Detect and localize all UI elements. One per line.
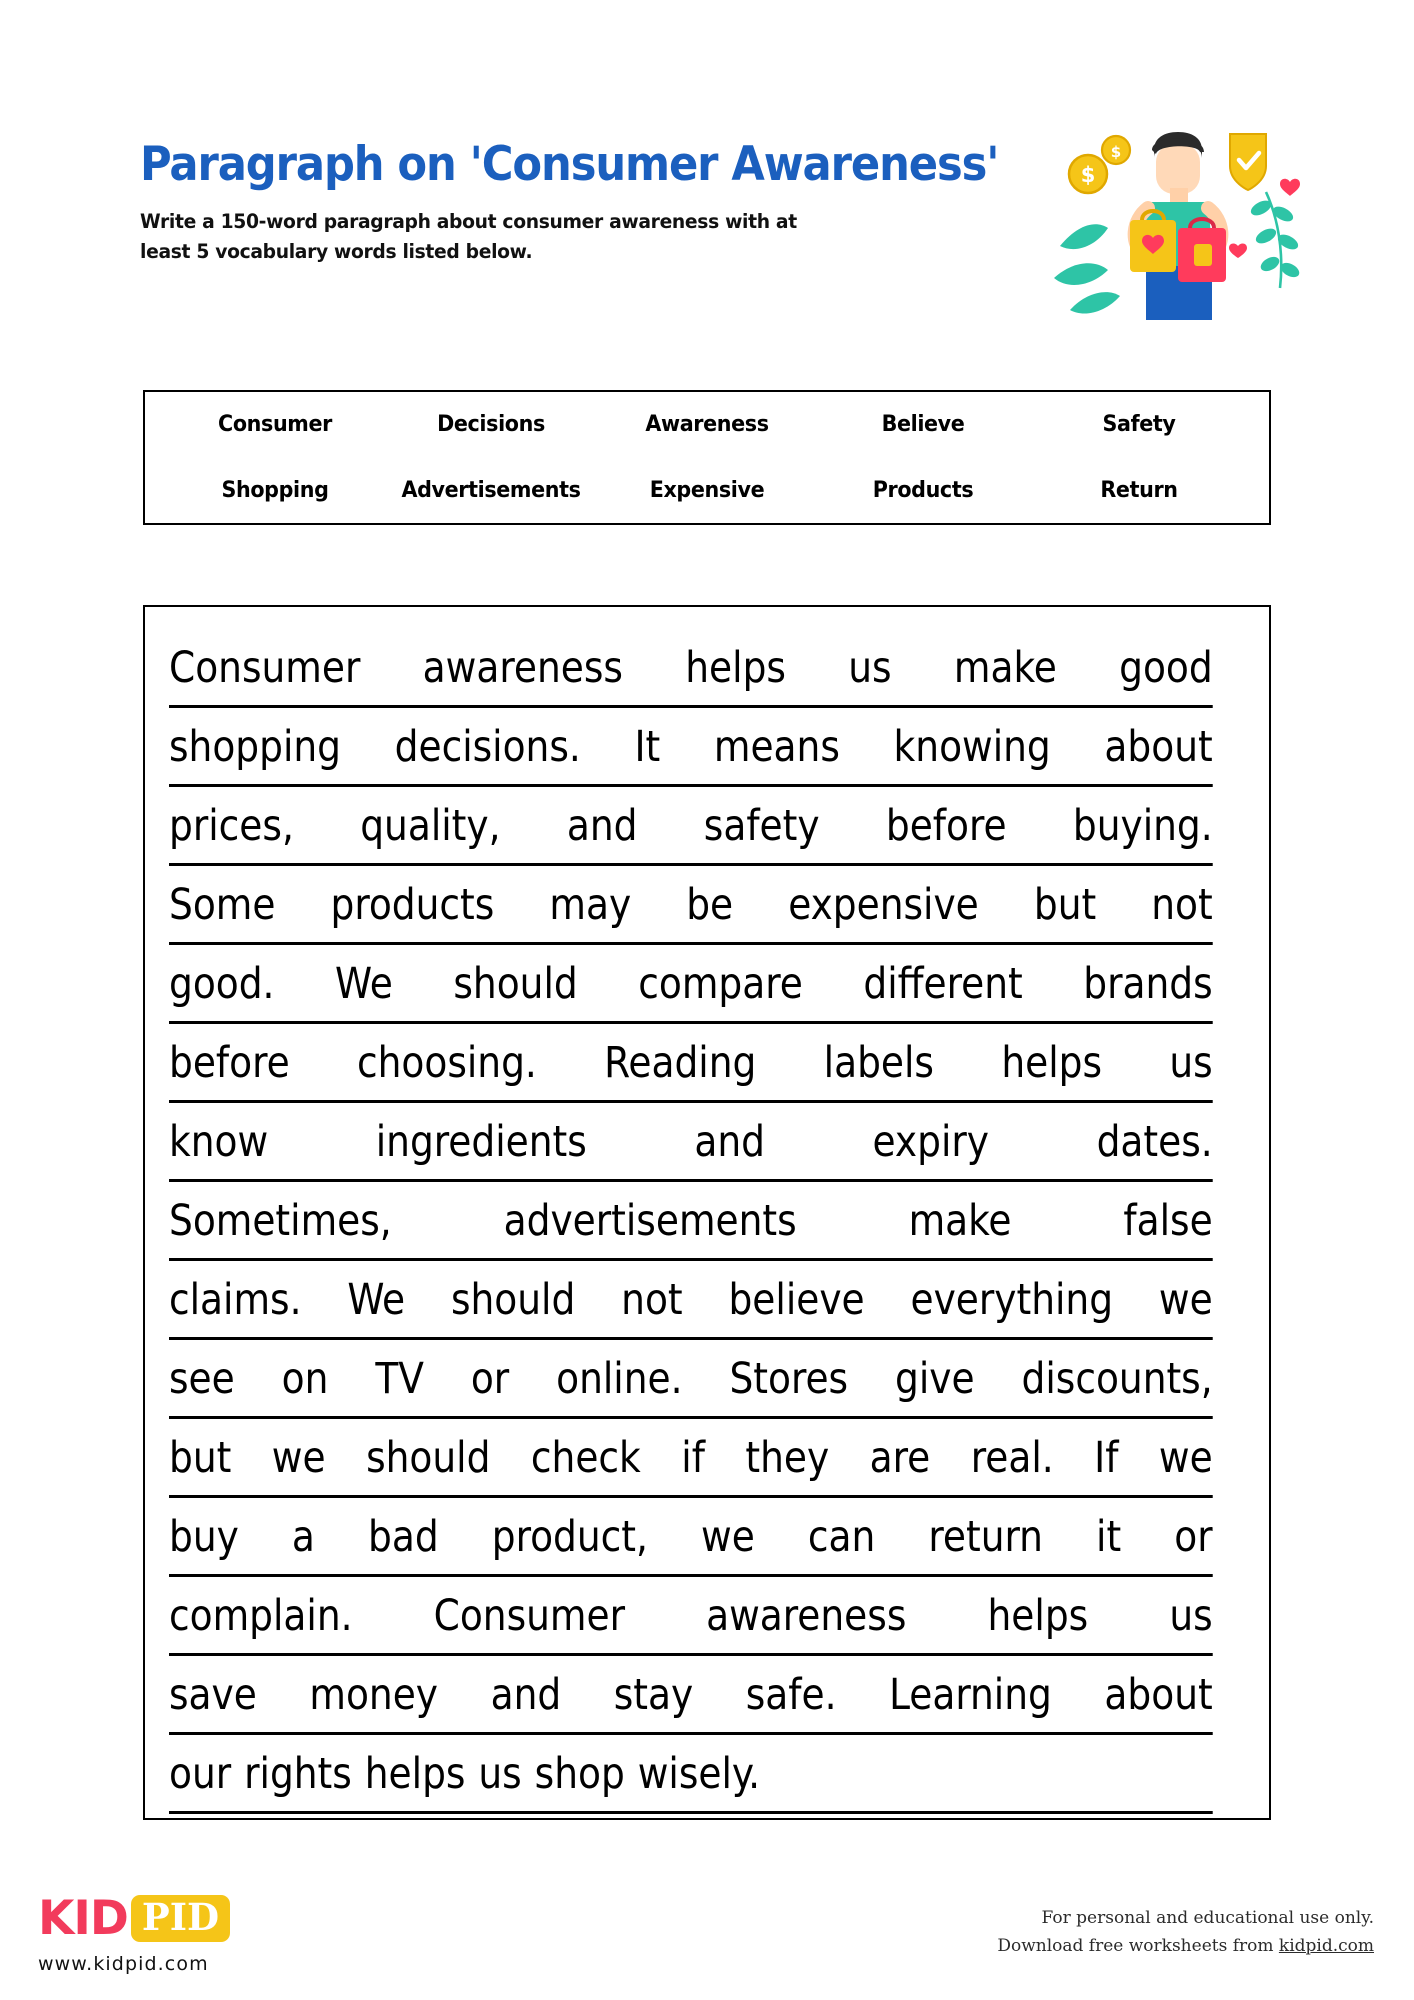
leaf-decor [1054,224,1120,313]
answer-word: Sometimes, [169,1196,392,1246]
shield-check-icon [1230,134,1266,190]
answer-word: safety [703,801,820,851]
answer-word: but [1033,880,1097,930]
answer-word: not [621,1275,683,1325]
answer-line [169,1024,1213,1103]
answer-word: our [169,1749,232,1799]
answer-word: should [453,959,578,1009]
answer-word: TV [375,1354,424,1404]
answer-word: online. [556,1354,683,1404]
shopping-illustration [1052,128,1302,328]
answer-word: Stores [729,1354,849,1404]
logo-website-url: www.kidpid.com [38,1953,209,1975]
footer-usage-note [997,1905,1374,1960]
answer-word: they [745,1433,830,1483]
answer-word: make [908,1196,1012,1246]
footer-note-line-1: For personal and educational use only. [1041,1908,1374,1928]
answer-word: money [309,1670,439,1720]
answer-word: us [478,1749,522,1799]
answer-word: about [1104,1670,1213,1720]
answer-word: be [686,880,734,930]
answer-line [169,1419,1213,1498]
instruction-text [140,207,1004,266]
answer-word: helps [685,643,786,693]
answer-word: claims. [169,1275,302,1325]
answer-word: are [869,1433,931,1483]
answer-word: ingredients [375,1117,587,1167]
answer-word: us [1169,1038,1213,1088]
kidpid-link[interactable]: kidpid.com [1278,1935,1374,1956]
answer-word: a [291,1512,315,1562]
answer-line [169,1103,1213,1182]
answer-word: it [1096,1512,1122,1562]
answer-word: stay [613,1670,694,1720]
answer-line [169,708,1213,787]
answer-word: buy [169,1512,239,1562]
answer-word: discounts, [1021,1354,1213,1404]
footer-note-prefix: Download free worksheets from [997,1935,1279,1956]
logo-pid-badge [131,1895,230,1942]
vocab-row-2 [167,458,1247,524]
answer-line [169,787,1213,866]
answer-word: and [566,801,638,851]
answer-word: and [490,1670,562,1720]
answer-word: about [1104,722,1213,772]
answer-line [169,1577,1213,1656]
answer-word: should [366,1433,491,1483]
answer-word: check [530,1433,641,1483]
answer-line [169,866,1213,945]
answer-word: awareness [422,643,623,693]
answer-word: shop [534,1749,625,1799]
coin-icon [1069,136,1130,193]
answer-word: It [634,722,661,772]
answer-word: dates. [1096,1117,1213,1167]
logo-pid-text: PID [141,1894,220,1939]
answer-word: buying. [1072,801,1213,851]
footer-note-line-2 [997,1933,1374,1961]
instruction-line-2: least 5 vocabulary words listed below. [140,239,533,263]
instruction-line-1: Write a 150-word paragraph about consumer awareness with at [140,210,797,234]
answer-word: false [1123,1196,1213,1246]
answer-word: we [1158,1433,1213,1483]
answer-word: real. [970,1433,1054,1483]
answer-word: Reading [604,1038,757,1088]
answer-word: compare [638,959,803,1009]
answer-word: on [281,1354,329,1404]
answer-word: us [1169,1591,1213,1641]
answer-word: or [470,1354,510,1404]
answer-word: know [169,1117,269,1167]
answer-word: should [450,1275,576,1325]
vocab-word: Awareness [645,412,769,438]
answer-word: labels [823,1038,934,1088]
answer-word: we [1158,1275,1213,1325]
answer-word: different [863,959,1023,1009]
logo-kid-text: KID [38,1890,128,1946]
answer-line [169,1656,1213,1735]
answer-word: return [928,1512,1043,1562]
answer-word: Consumer [169,643,361,693]
answer-word: prices, [169,801,294,851]
answer-writing-area[interactable] [143,605,1271,1820]
vocab-word: Advertisements [401,477,581,503]
answer-line [169,1182,1213,1261]
logo-mark [38,1890,338,1946]
answer-word: us [848,643,892,693]
answer-word: brands [1083,959,1213,1009]
answer-word: we [701,1512,755,1562]
page-title: Paragraph on 'Consumer Awareness' [140,137,999,192]
answer-line [169,1261,1213,1340]
answer-line [169,629,1213,708]
answer-line [169,1340,1213,1419]
answer-word: good. [169,959,275,1009]
answer-word: Learning [889,1670,1052,1720]
answer-word: give [895,1354,975,1404]
vocab-word: Consumer [218,412,332,438]
answer-word: not [1151,880,1213,930]
vocab-word: Believe [881,412,965,438]
answer-word: shopping [169,722,341,772]
answer-word: can [807,1512,876,1562]
vocab-word: Shopping [221,477,329,503]
vocabulary-word-bank [143,390,1271,525]
vocab-word: Safety [1102,412,1176,438]
vocab-word: Expensive [649,477,765,503]
svg-text:$: $ [1110,143,1122,161]
answer-word: we [271,1433,326,1483]
shopping-bag-icon-2 [1178,219,1226,282]
answer-word: We [347,1275,406,1325]
answer-word: safe. [745,1670,837,1720]
answer-word: bad [368,1512,439,1562]
answer-word: save [169,1670,257,1720]
answer-word: advertisements [503,1196,797,1246]
answer-line [169,1735,1213,1814]
answer-word: but [169,1433,232,1483]
answer-word: means [713,722,840,772]
answer-word: expiry [872,1117,989,1167]
answer-word: expensive [788,880,979,930]
answer-word: quality, [360,801,501,851]
vocab-word: Return [1100,477,1178,503]
answer-word: good [1119,643,1213,693]
answer-word: and [694,1117,765,1167]
svg-text:$: $ [1080,163,1096,187]
answer-word: everything [910,1275,1114,1325]
answer-line [169,1498,1213,1577]
answer-word: see [169,1354,235,1404]
answer-word: wisely. [637,1749,761,1799]
answer-word: complain. [169,1591,353,1641]
answer-line [169,945,1213,1024]
vocab-row-1 [167,392,1247,458]
shopping-bag-icon [1130,211,1176,272]
kidpid-logo [38,1890,338,1975]
answer-word: Some [169,880,276,930]
answer-word: or [1174,1512,1213,1562]
answer-word: may [549,880,632,930]
answer-word: helps [364,1749,466,1799]
answer-word: We [335,959,393,1009]
answer-word: helps [987,1591,1089,1641]
vocab-word: Products [872,477,974,503]
answer-word: before [169,1038,290,1088]
answer-word: If [1094,1433,1119,1483]
answer-word: make [953,643,1057,693]
answer-word: believe [728,1275,865,1325]
answer-word: choosing. [356,1038,537,1088]
answer-word: helps [1001,1038,1103,1088]
answer-word: products [330,880,495,930]
answer-word: if [681,1433,705,1483]
answer-word: decisions. [394,722,581,772]
answer-word: Consumer [433,1591,626,1641]
answer-word: before [885,801,1007,851]
vocab-word: Decisions [437,412,545,438]
answer-word: rights [244,1749,352,1799]
answer-word: awareness [706,1591,907,1641]
answer-word: knowing [893,722,1051,772]
answer-word: product, [491,1512,648,1562]
